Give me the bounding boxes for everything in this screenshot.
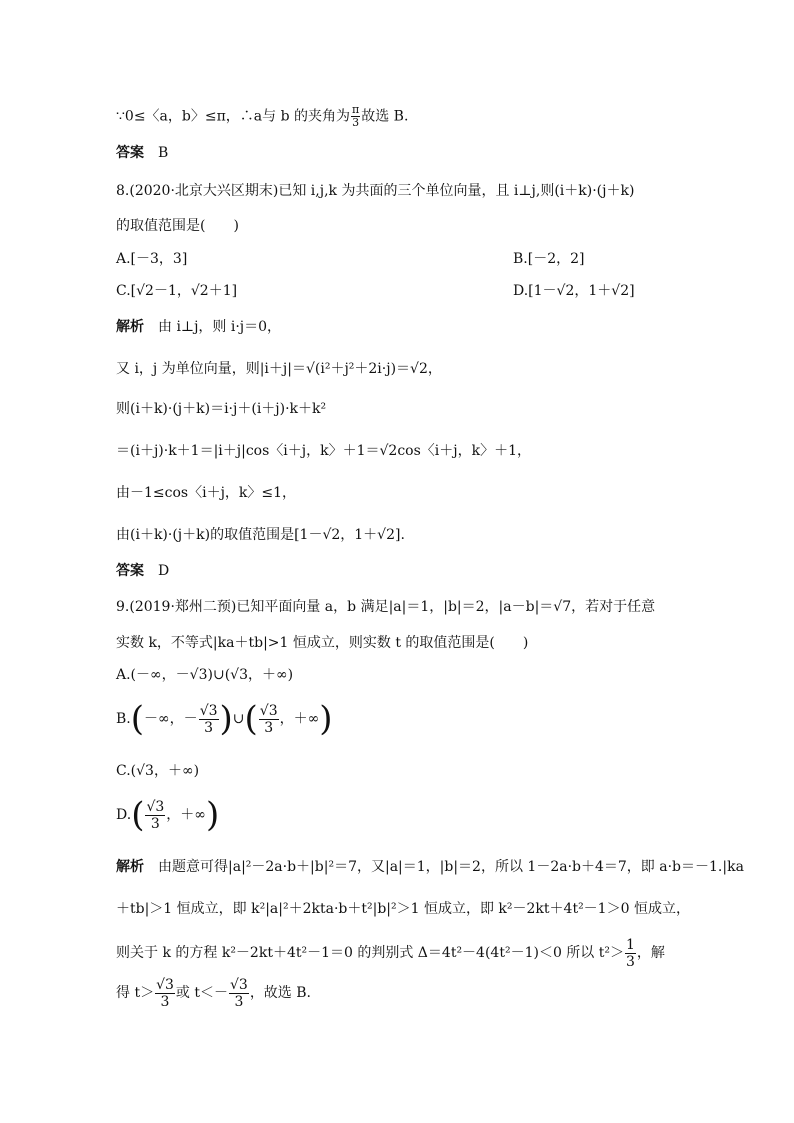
option-B: B.[－2，2] — [513, 251, 585, 267]
option-D: D.[1－√2，1＋√2] — [513, 283, 635, 299]
answer-line — [116, 560, 169, 582]
answer-label: 答案 — [116, 563, 144, 579]
solution-8-line-5: 由－1≤cos〈i＋j，k〉≤1， — [116, 485, 297, 501]
solution-line-conclusion: ∵0≤〈a，b〉≤π，∴a与 b 的夹角为 $\frac{\pi}{3}$ 故选 B. — [116, 103, 409, 129]
fraction-pi-over-3: $\frac{\pi}{3}$ — [352, 103, 360, 129]
option-D: D.( $\frac{√3}{3}$ ，＋∞) — [116, 795, 220, 835]
question-8-options-row1 — [116, 248, 585, 270]
solution-8-line-1: 解析 由 i⊥j，则 i·j＝0， — [116, 319, 282, 335]
answer-value: B — [158, 145, 169, 161]
solution-label: 解析 — [116, 319, 144, 335]
question-8-stem: 8.(2020·北京大兴区期末)已知 i,j,k 为共面的三个单位向量，且 i⊥j,则(i＋k)·(j＋k) — [116, 183, 635, 199]
option-A: A.[－3，3] — [116, 251, 188, 267]
option-B: B.(－∞，－ $\frac{√3}{3}$ )∪( $\frac{√3}{3}$ ，＋∞) — [116, 699, 333, 739]
solution-9-line-3: 则关于 k 的方程 k²－2kt＋4t²－1＝0 的判别式 Δ＝4t²－4(4t²－1)＜0 所以 t²＞ $\frac{1}{3}$ ，解 — [116, 936, 665, 970]
solution-9-line-1: 解析 由题意可得|a|²－2a·b＋|b|²＝7，又|a|＝1，|b|＝2，所以 1－2a·b＋4＝7，即 a·b＝－1.|ka — [116, 859, 744, 875]
fraction-sqrt3-over-3: $\frac{√3}{3}$ — [156, 976, 174, 1010]
answer-value: D — [158, 563, 170, 579]
solution-9-line-4: 得 t＞ $\frac{√3}{3}$ 或 t＜－ $\frac{√3}{3}$ ，故选 B. — [116, 976, 312, 1010]
solution-8-line-6: 由(i＋k)·(j＋k)的取值范围是[1－√2，1＋√2]. — [116, 527, 405, 543]
answer-label: 答案 — [116, 145, 144, 161]
solution-9-line-2: ＋tb|＞1 恒成立，即 k²|a|²＋2kta·b＋t²|b|²＞1 恒成立，即 k²－2kt＋4t²－1＞0 恒成立， — [116, 901, 690, 917]
option-A: A.(－∞，－√3)∪(√3，＋∞) — [116, 667, 294, 683]
question-8-options-row2 — [116, 280, 635, 302]
question-9-stem-cont: 实数 k，不等式|ka＋tb|>1 恒成立，则实数 t 的取值范围是( ) — [116, 635, 529, 651]
fraction-sqrt3-over-3: $\frac{√3}{3}$ — [229, 976, 248, 1010]
option-C: C.(√3，＋∞) — [116, 763, 200, 779]
fraction-sqrt3-over-3: $\frac{√3}{3}$ — [199, 702, 218, 736]
fraction-sqrt3-over-3: $\frac{√3}{3}$ — [146, 798, 165, 832]
fraction-sqrt3-over-3: $\frac{√3}{3}$ — [259, 702, 278, 736]
solution-8-line-4: ＝(i＋j)·k＋1＝|i＋j|cos〈i＋j，k〉＋1＝√2cos〈i＋j，k〉＋1， — [116, 443, 531, 459]
text: ∵0≤〈a，b〉≤π，∴a与 b 的夹角为 — [116, 108, 350, 125]
question-9-stem: 9.(2019·郑州二预)已知平面向量 a，b 满足|a|＝1，|b|＝2，|a－b|＝√7，若对于任意 — [116, 599, 656, 615]
solution-8-line-2: 又 i，j 为单位向量，则|i＋j|＝√(i²＋j²＋2i·j)＝√2， — [116, 361, 442, 377]
option-C: C.[√2－1，√2＋1] — [116, 283, 238, 299]
fraction-1-over-3: $\frac{1}{3}$ — [626, 936, 635, 970]
solution-8-line-3: 则(i＋k)·(j＋k)＝i·j＋(i＋j)·k＋k² — [116, 401, 327, 417]
answer-line — [116, 142, 168, 164]
question-8-stem-cont: 的取值范围是( ) — [116, 218, 239, 234]
solution-label: 解析 — [116, 859, 144, 875]
